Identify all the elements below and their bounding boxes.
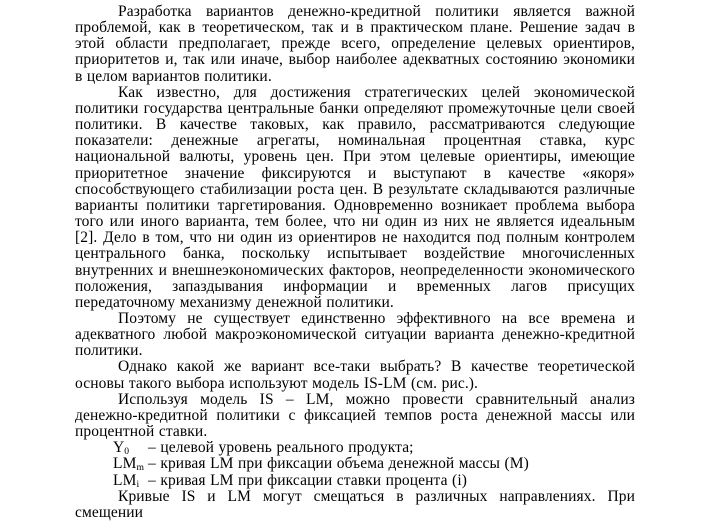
- paragraph-no-universal-policy: Поэтому не существует единственно эффективного на все времена и адекватного любой макроэкономической ситуации варианта денежно-кредитной политики.: [75, 309, 635, 360]
- paragraph-is-lm-choice: Однако какой же вариант все-таки выбрать? В качестве теоретической основы такого выбора используют модель IS-LM (см. рис.).: [75, 358, 635, 392]
- definition-term-subscript: i: [136, 478, 140, 490]
- paragraph-curves-shift: Кривые IS и LM могут смещаться в различных направлениях. При смещении: [75, 487, 635, 521]
- definition-desc-y0: – целевой уровень реального продукта;: [148, 439, 414, 457]
- definition-term-base: Y: [113, 439, 125, 457]
- definition-term-subscript: m: [136, 462, 145, 474]
- paragraph-targets: Как известно, для достижения стратегических целей экономической политики государства центральные банки определяют промежуточные цели своей политики. В качестве таковых, как правило, рассматриваются следующие показатели: денежные агрегаты, номинальная процентная ставка, курс национальной валюты, уровень цен. При этом целевые ориентиры, имеющие приоритетное значение фиксируются и выступают в качестве «якоря» способствующего стабилизации роста цен. В результате складываются различные варианты политики таргетирования. Одновременно возникает проблема выбора того или иного варианта, тем более, что ни один из них не является идеальным [2]. Дело в том, что ни один из ориентиров не находится под полным контролем центрального банка, поскольку испытывает воздействие многочисленных внутренних и внешнеэкономических факторов, неопределенности экономического положения, запаздывания информации и временных лагов присущих передаточному механизму денежной политики.: [75, 83, 635, 311]
- definition-term-lm-m: [113, 456, 148, 472]
- definition-term-lm-i: [113, 473, 148, 489]
- definition-term-subscript: 0: [124, 446, 130, 458]
- definition-desc-lm-i: – кривая LM при фиксации ставки процента (i): [148, 471, 467, 489]
- definition-row-y0: [75, 440, 635, 456]
- paragraph-is-lm-analysis: Используя модель IS – LM, можно провести сравнительный анализ денежно-кредитной политики с фиксацией темпов роста денежной массы или процентной ставки.: [75, 390, 635, 441]
- paragraph-intro: Разработка вариантов денежно-кредитной политики является важной проблемой, как в теоретическом, так и в практическом плане. Решение задач в этой области предполагает, прежде всего, определение целевых ориентиров, приоритетов и, так или иначе, выбор наиболее адекватных состоянию экономики в целом вариантов политики.: [75, 3, 635, 85]
- definition-term-base: LM: [113, 455, 137, 473]
- definition-row-lm-i: [75, 473, 635, 489]
- definition-row-lm-m: [75, 456, 635, 472]
- definition-desc-lm-m: – кривая LM при фиксации объема денежной массы (М): [148, 455, 529, 473]
- definition-term-base: LM: [113, 471, 137, 489]
- definition-term-y0: [113, 440, 148, 456]
